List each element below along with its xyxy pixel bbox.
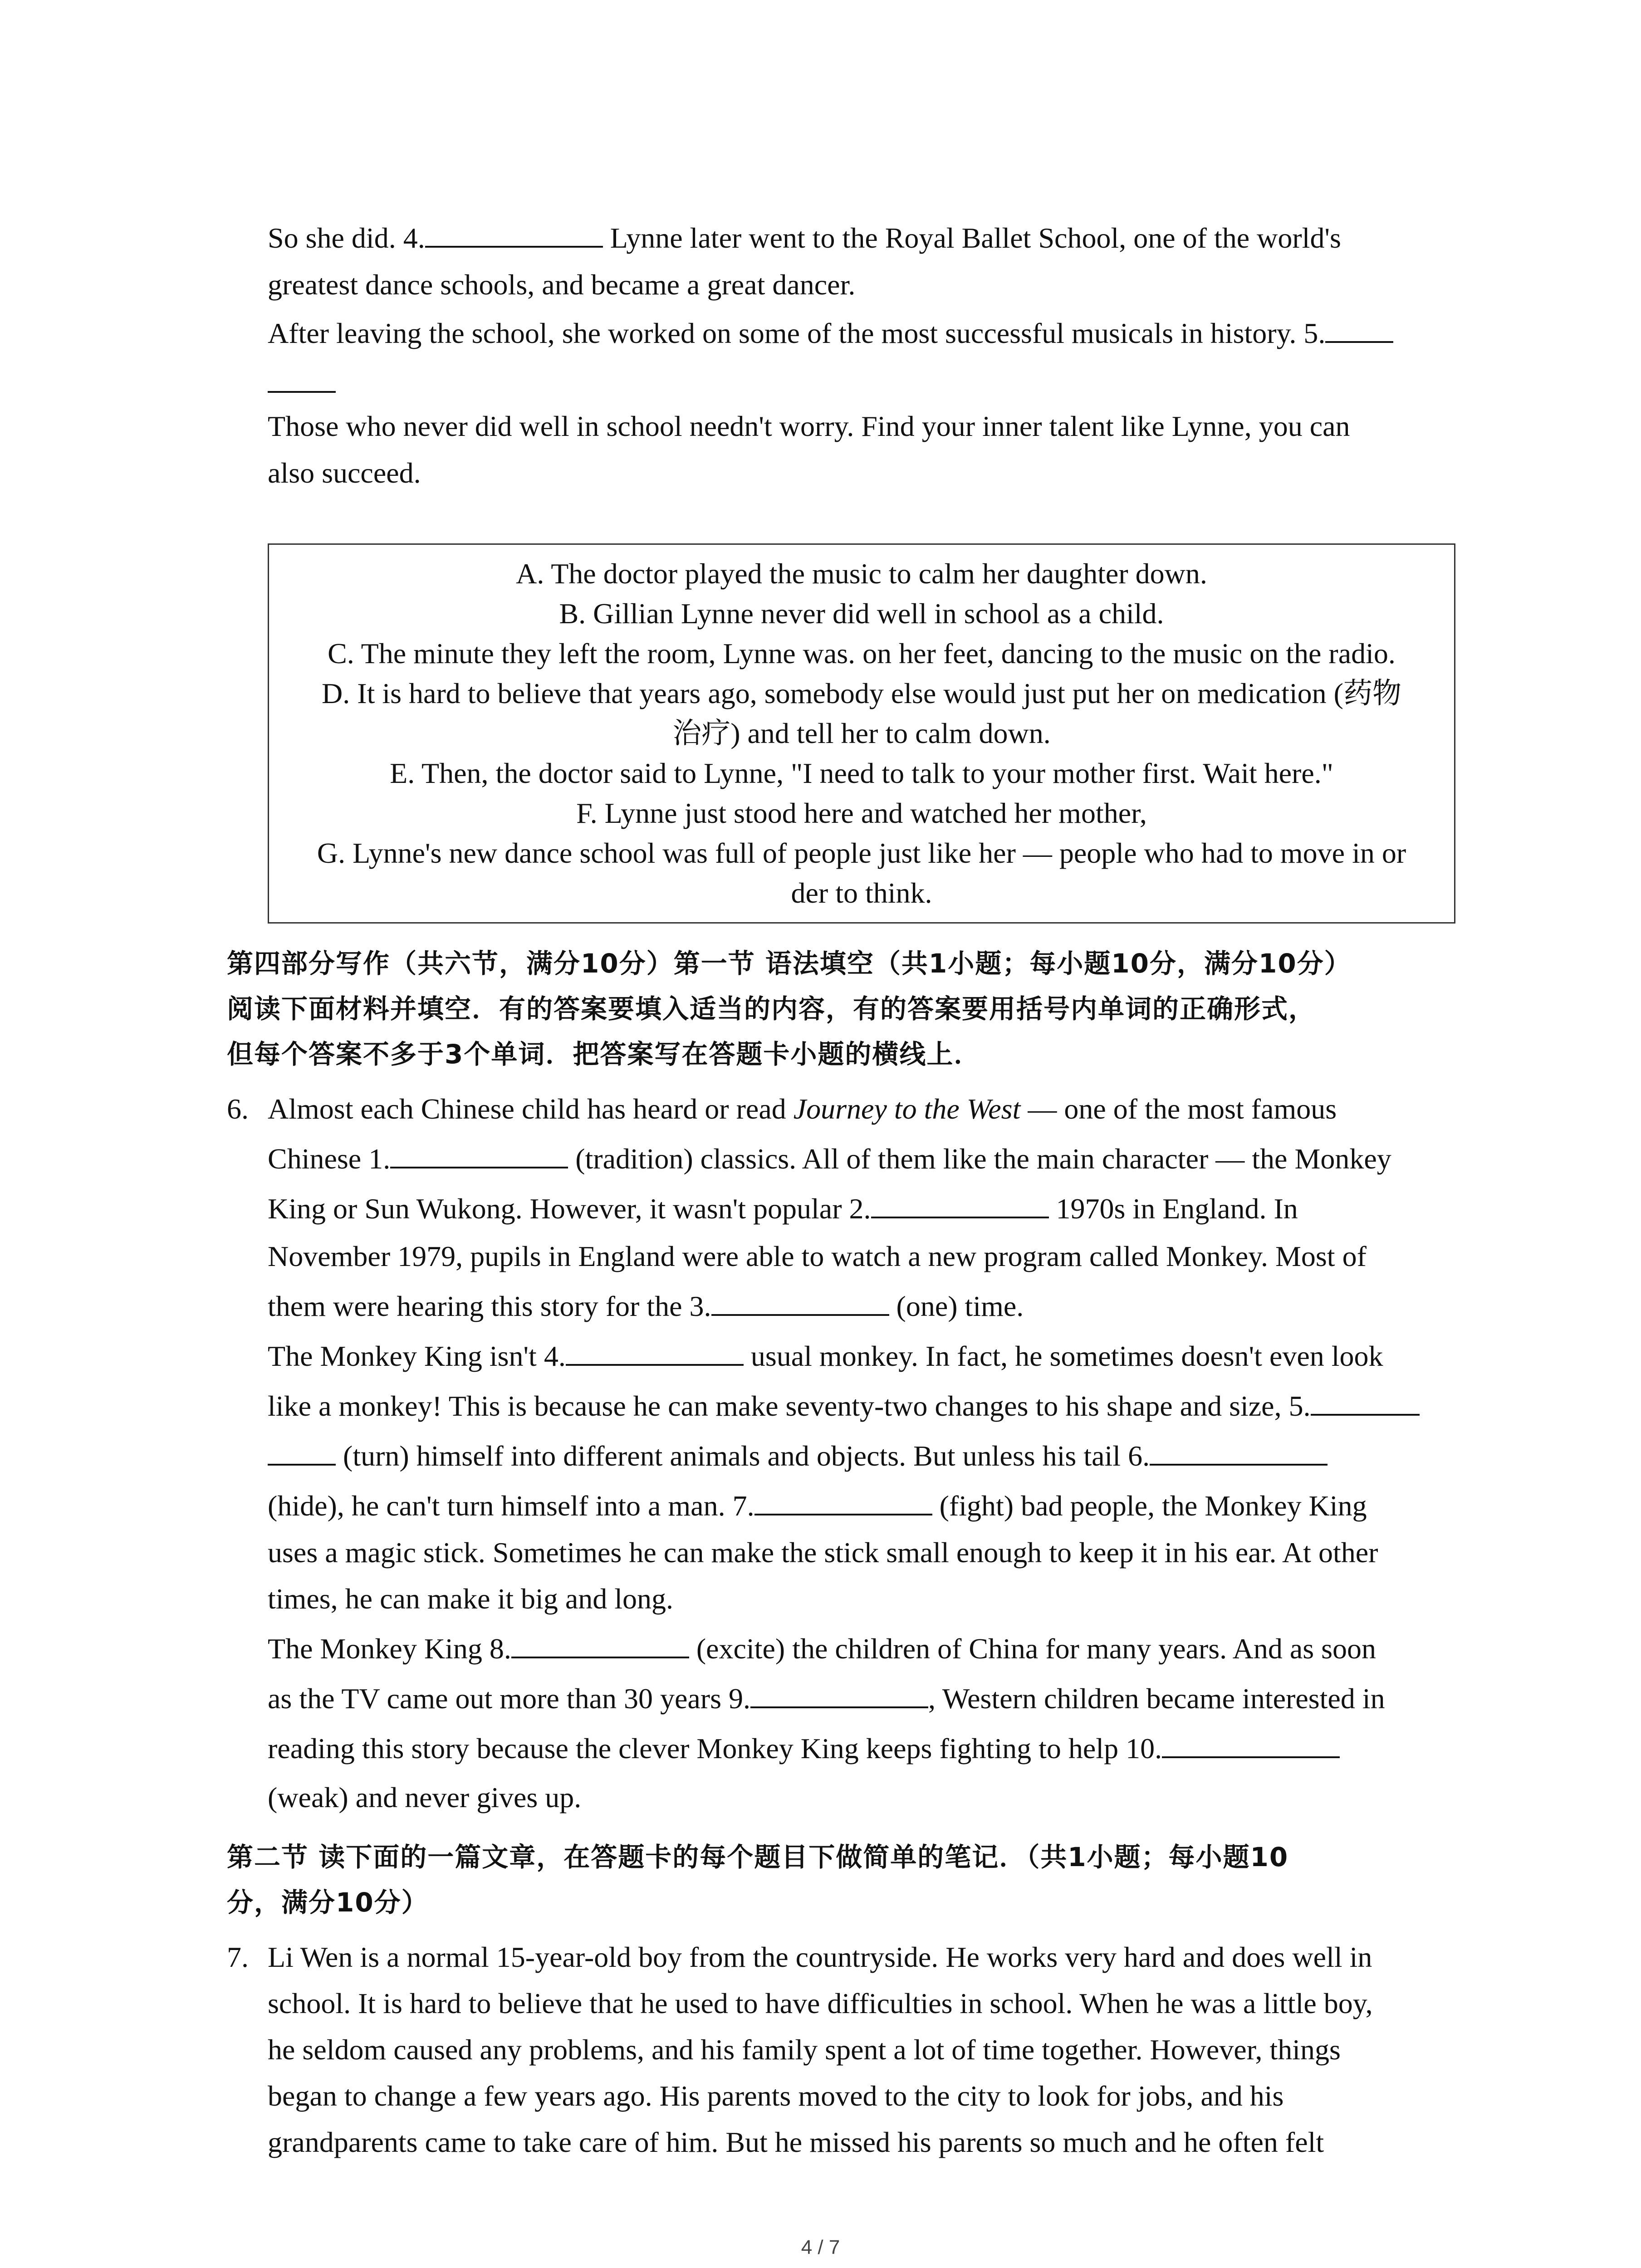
section-instructions: 阅读下面材料并填空．有的答案要填入适当的内容，有的答案要用括号内单词的正确形式， xyxy=(227,993,1316,1024)
answer-blank-3[interactable] xyxy=(711,1287,889,1316)
answer-blank-8[interactable] xyxy=(511,1629,689,1658)
q7-line: began to change a few years ago. His parents moved to the city to look for jobs, and his xyxy=(268,2080,1284,2112)
question-number: 6. xyxy=(227,1093,249,1125)
answer-blank-5-cont[interactable] xyxy=(268,1437,336,1466)
option-e: E. Then, the doctor said to Lynne, "I need to talk to your mother first. Wait here." xyxy=(390,757,1333,789)
q7-line: school. It is hard to believe that he used to have difficulties in school. When he was a little boy, xyxy=(268,1987,1373,2019)
passage-line: also succeed. xyxy=(268,457,421,489)
answer-blank-2[interactable] xyxy=(871,1189,1049,1218)
q6-line: uses a magic stick. Sometimes he can make the stick small enough to keep it in his ear. At other xyxy=(268,1536,1378,1569)
answer-blank-1[interactable] xyxy=(390,1139,568,1168)
q6-line: as the TV came out more than 30 years 9. , Western children became interested in xyxy=(268,1678,1385,1719)
answer-blank-6[interactable] xyxy=(1150,1437,1327,1466)
question-number: 7. xyxy=(227,1941,249,1973)
section-heading: 第二节 读下面的一篇文章，在答题卡的每个题目下做简单的笔记．（共1小题；每小题10 xyxy=(227,1842,1289,1872)
option-a: A. The doctor played the music to calm her daughter down. xyxy=(516,557,1207,590)
passage-line: After leaving the school, she worked on some of the most successful musicals in history. 5. xyxy=(268,313,1393,354)
answer-blank-10[interactable] xyxy=(1162,1729,1340,1758)
option-d: D. It is hard to believe that years ago, somebody else would just put her on medication (药物 xyxy=(322,677,1401,709)
q7-line: grandparents came to take care of him. But he missed his parents so much and he often felt xyxy=(268,2126,1324,2158)
q6-line: reading this story because the clever Monkey King keeps fighting to help 10. xyxy=(268,1728,1340,1769)
book-title: Journey to the West xyxy=(793,1093,1021,1125)
option-g-cont: der to think. xyxy=(791,877,932,909)
q7-line: he seldom caused any problems, and his family spent a lot of time together. However, things xyxy=(268,2033,1341,2066)
q6-line: Chinese 1. (tradition) classics. All of them like the main character — the Monkey xyxy=(268,1139,1391,1179)
q6-line: (weak) and never gives up. xyxy=(268,1781,582,1813)
q6-line: (turn) himself into different animals and objects. But unless his tail 6. xyxy=(268,1436,1327,1476)
q6-line: like a monkey! This is because he can make seventy-two changes to his shape and size, 5. xyxy=(268,1386,1420,1427)
answer-blank-continued[interactable] xyxy=(268,363,336,404)
answer-blank-7[interactable] xyxy=(754,1486,932,1515)
page-number: 4 / 7 xyxy=(801,2236,840,2258)
q6-line: The Monkey King isn't 4. usual monkey. In fact, he sometimes doesn't even look xyxy=(268,1336,1383,1377)
section-instructions: 但每个答案不多于3个单词．把答案写在答题卡小题的横线上． xyxy=(227,1039,981,1070)
q6-line: 6. Almost each Chinese child has heard or read Journey to the West — one of the most famous xyxy=(227,1089,1337,1129)
q6-line: November 1979, pupils in England were able to watch a new program called Monkey. Most of xyxy=(268,1240,1367,1272)
q6-line: (hide), he can't turn himself into a man. 7. (fight) bad people, the Monkey King xyxy=(268,1486,1367,1526)
q6-line: them were hearing this story for the 3. (one) time. xyxy=(268,1286,1024,1327)
q6-line: The Monkey King 8. (excite) the children of China for many years. And as soon xyxy=(268,1628,1376,1669)
option-b: B. Gillian Lynne never did well in school as a child. xyxy=(559,597,1164,630)
answer-blank[interactable] xyxy=(1325,314,1393,343)
answer-blank-9[interactable] xyxy=(750,1679,928,1708)
passage-line: So she did. 4. Lynne later went to the Royal Ballet School, one of the world's xyxy=(268,218,1341,259)
answer-blank[interactable] xyxy=(425,219,603,248)
option-f: F. Lynne just stood here and watched her mother, xyxy=(576,797,1147,829)
answer-blank-5[interactable] xyxy=(1311,1387,1420,1416)
answer-blank-4[interactable] xyxy=(566,1337,744,1366)
q6-line: times, he can make it big and long. xyxy=(268,1583,673,1615)
section-heading: 第四部分写作（共六节，满分10分）第一节 语法填空（共1小题；每小题10分，满分10分） xyxy=(227,948,1352,979)
q7-line: 7. Li Wen is a normal 15-year-old boy from the countryside. He works very hard and does well in xyxy=(227,1937,1372,1978)
option-c: C. The minute they left the room, Lynne was. on her feet, dancing to the music on the radio. xyxy=(328,637,1396,670)
option-g: G. Lynne's new dance school was full of people just like her — people who had to move in or xyxy=(317,837,1406,869)
option-d-cont: 治疗) and tell her to calm down. xyxy=(672,717,1051,749)
options-box xyxy=(268,543,1455,924)
q6-line: King or Sun Wukong. However, it wasn't popular 2. 1970s in England. In xyxy=(268,1188,1298,1229)
passage-line: greatest dance schools, and became a great dancer. xyxy=(268,269,856,301)
section-heading-cont: 分，满分10分） xyxy=(227,1887,429,1918)
passage-line: Those who never did well in school needn't worry. Find your inner talent like Lynne, you can xyxy=(268,410,1350,442)
